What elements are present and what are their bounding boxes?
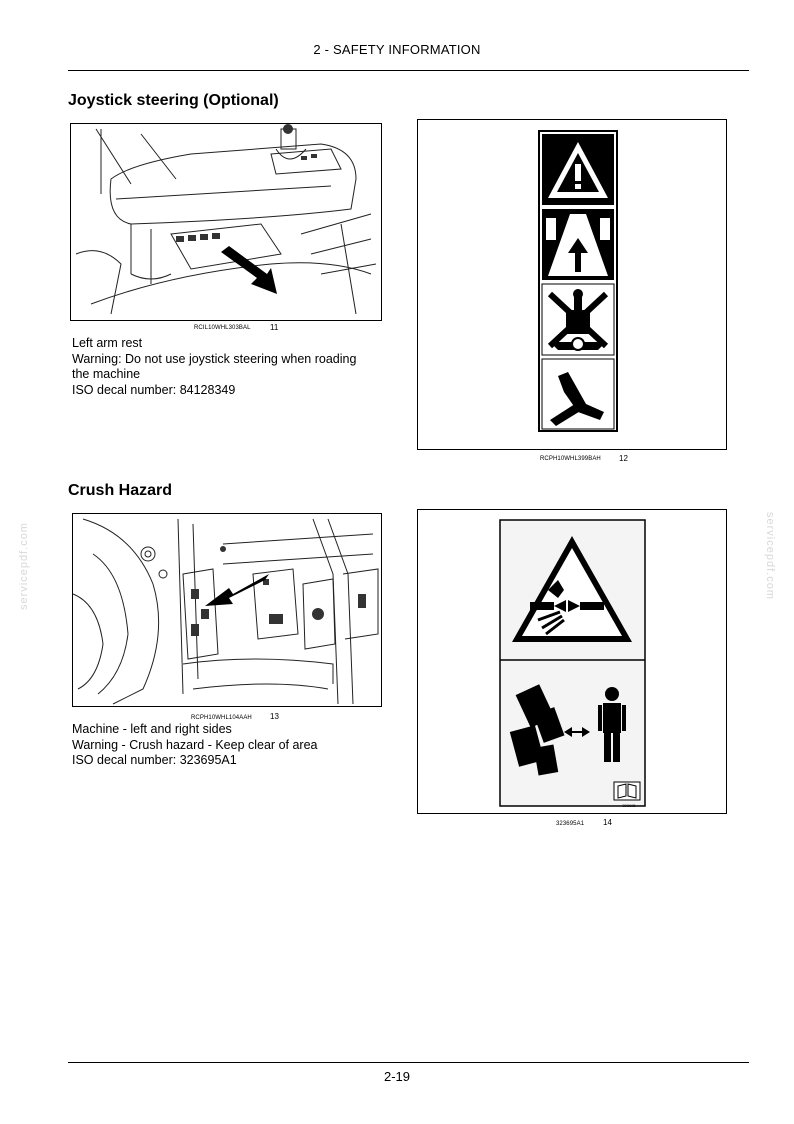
text-line: Warning - Crush hazard - Keep clear of area (72, 737, 318, 752)
text-line: Warning: Do not use joystick steering when roading (72, 351, 357, 366)
crush-decal-graphic (418, 510, 726, 813)
joystick-crossed-icon (542, 284, 614, 355)
text-line: ISO decal number: 84128349 (72, 382, 236, 397)
page-header-title: 2 - SAFETY INFORMATION (313, 42, 481, 57)
page-number: 2-19 (383, 1069, 411, 1084)
figure-12-code: RCPH10WHL399BAH (540, 456, 601, 462)
figure-11-code: RCIL10WHL303BAL (194, 325, 251, 331)
warning-triangle-icon (542, 134, 614, 205)
watermark-left: servicepdf.com (18, 522, 30, 610)
road-lane-icon (542, 209, 614, 280)
text-line: Machine - left and right sides (72, 722, 232, 736)
section-crush-description (72, 722, 402, 769)
armrest-illustration (71, 124, 381, 320)
watermark-right: servicepdf.com (764, 512, 776, 600)
header-rule (68, 70, 749, 71)
figure-14-number: 14 (603, 818, 612, 827)
figure-14-code: 323695A1 (556, 821, 585, 827)
decal-part-label: 323695 (622, 803, 636, 808)
section-heading-joystick: Joystick steering (Optional) (68, 92, 279, 109)
section-heading-crush: Crush Hazard (68, 482, 173, 499)
figure-13-number: 13 (270, 712, 279, 721)
section-joystick-description (72, 336, 392, 398)
machine-side-illustration (73, 514, 381, 706)
steering-hand-icon (542, 359, 614, 429)
manual-book-icon (614, 782, 640, 800)
text-line: ISO decal number: 323695A1 (72, 753, 237, 767)
figure-joystick-decal (417, 119, 727, 450)
joystick-decal-graphic (418, 120, 726, 449)
arrow-pointer-icon (221, 246, 277, 294)
figure-12-number: 12 (619, 454, 628, 463)
text-line: Left arm rest (72, 336, 143, 350)
footer-rule (68, 1062, 749, 1063)
figure-armrest-photo (70, 123, 382, 321)
figure-11-number: 11 (270, 323, 279, 332)
figure-crush-decal (417, 509, 727, 814)
text-line: the machine (72, 367, 141, 381)
figure-13-code: RCPH10WHL104AAH (191, 715, 252, 721)
figure-machine-side-photo (72, 513, 382, 707)
